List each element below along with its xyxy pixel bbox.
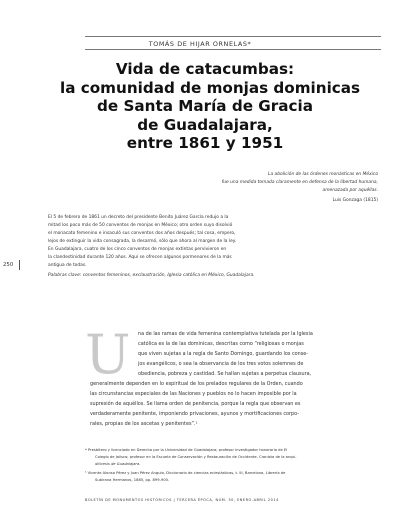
abstract-line: antigua de todas. [48, 263, 87, 268]
abstract-line: mitad los poco más de 50 conventos de monjas en México; otro orden suyo disolvió [48, 223, 233, 228]
body-line: las circunstancias especiales de las Naciones y pueblos no lo hacen imposible por la [90, 391, 297, 397]
drop-cap: U [85, 323, 131, 386]
header-rule-bottom [85, 49, 381, 50]
title-line: de Guadalajara, [137, 115, 273, 134]
abstract-line: En Guadalajara, cuatro de los cinco conventos de monjas extintas pervivieron en [48, 247, 227, 252]
footnote-line: diócesis de Guadalajara. [95, 462, 141, 466]
header-rule [85, 36, 381, 37]
body-line: católica es la de las dominicas, descritas como “religiosas o monjas [138, 341, 304, 347]
title-line: la comunidad de monjas dominicas [60, 78, 361, 97]
abstract-line: el monacato femenino e insaculó sus conventos dos años después; tal cosa, empero, [48, 231, 236, 236]
epigraph-line: La abolición de las órdenes monásticas en México [268, 172, 378, 177]
epigraph-line: fue una medida tomada claramente en defensa de la libertad humana, [221, 180, 378, 185]
page-number-divider [19, 260, 20, 270]
body-line: na de las ramas de vida femenina contemplativa tutelada por la Iglesia [138, 331, 313, 337]
author-name: TOMÁS DE HIJAR ORNELAS* [148, 40, 252, 48]
abstract-line: lejos de extinguir la vida consagrada, la desarmó, sólo que ahora al margen de la ley. [48, 239, 237, 244]
body-line: generalmente dependen en lo espiritual de los prelados regulares de la Orden, cuando [90, 381, 303, 387]
title-line: entre 1861 y 1951 [126, 134, 284, 153]
body-line: obediencia, pobreza y castidad. Se hallan sujetas a perpetua clausura, [138, 371, 312, 377]
footnote-line: Colegio de Jalisco; profesor en la Escuela de Conservación y Restauración de Occidente. Cronista de la arqui- [95, 455, 297, 459]
epigraph-line: amenazada por aquéllas. [322, 188, 378, 193]
title-line: Vida de catacumbas: [115, 60, 295, 78]
body-line: que viven sujetas a la regla de Santo Domingo, guardando los conse- [138, 351, 309, 357]
abstract-keywords: Palabras clave: conventos femeninos, exclaustración, Iglesia católica en México, Guadalajara. [48, 273, 255, 278]
body-line: rales, propias de los ascetas y penitentes”.¹ [90, 421, 198, 427]
title-line: de Santa María de Gracia [97, 97, 313, 116]
epigraph-attribution: Luis Gonzaga (1815) [332, 198, 378, 203]
article-title [60, 60, 361, 153]
abstract-line: la clandestinidad durante 120 años. Aquí se ofrecen algunos pormenores de la más [48, 255, 232, 260]
footnote-line: ¹ Vicente Alonso Pérez y Juan Pérez Angulo, Diccionario de ciencias eclesiásticas, t. III, Barcelona, Librería de [85, 471, 286, 475]
footnote-line: Subirana Hermanos, 1885, pp. 899-900. [95, 478, 170, 482]
body-line: jos evangélicos, o sea la observancia de los tres votos solemnes de [138, 361, 304, 367]
running-footer: BOLETÍN DE MONUMENTOS HISTÓRICOS | TERCERA ÉPOCA, NÚM. 30, ENERO-ABRIL 2014 [85, 498, 279, 502]
abstract-line: El 5 de febrero de 1861 un decreto del presidente Benito Juárez García redujo a la [48, 215, 229, 220]
footnote-line: * Presbítero y licenciado en Derecho por la Universidad de Guadalajara; profesor investigador honorario de El [85, 448, 288, 452]
page-number: 250 [3, 262, 14, 268]
body-line: verdaderamente penitente, imponiendo privaciones, ayunos y mortificaciones corpo- [90, 411, 299, 417]
body-line: supresión de aquéllos. Se llama orden de penitencia, porque la regla que observan es [90, 401, 301, 407]
